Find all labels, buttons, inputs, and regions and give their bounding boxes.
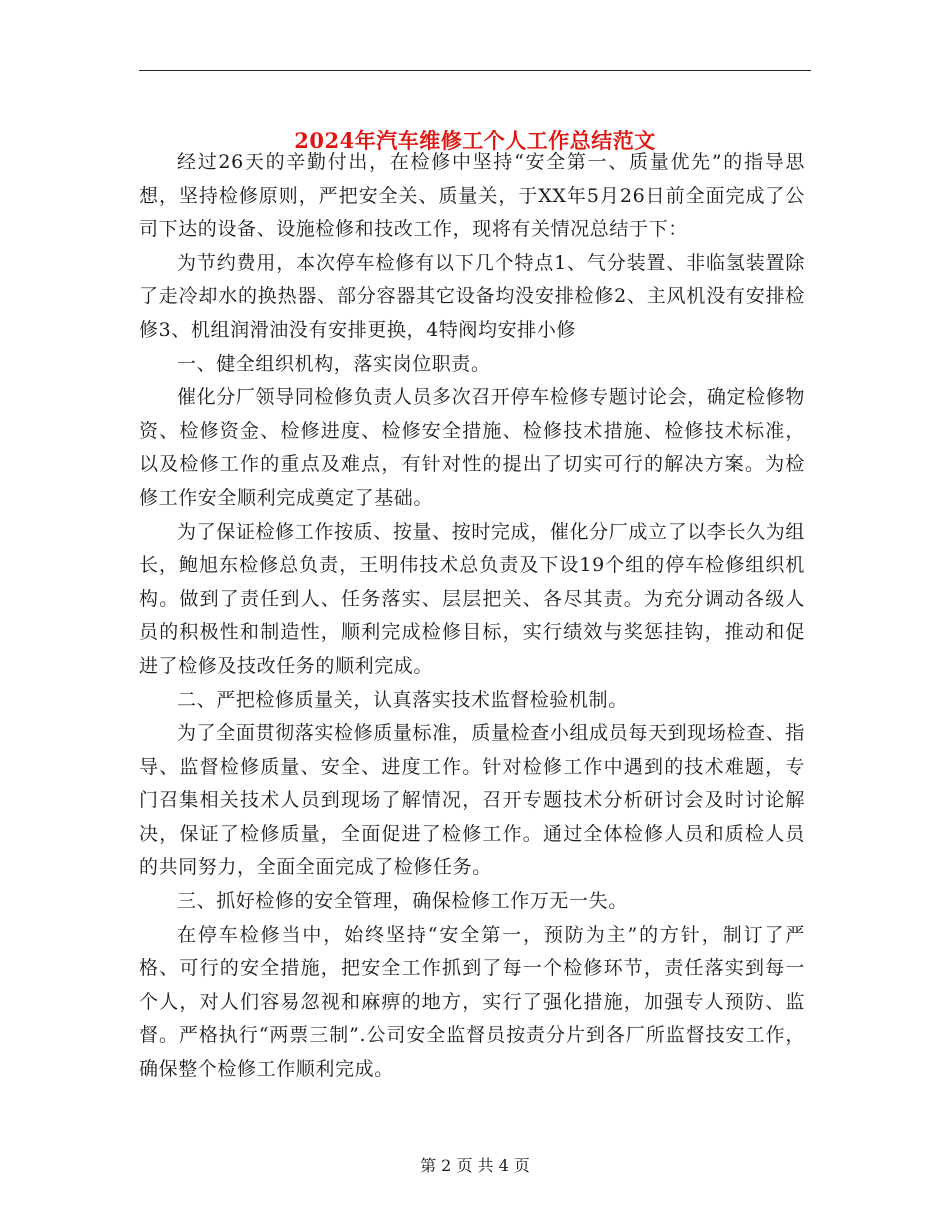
page-number-footer: 第 2 页 共 4 页 (420, 1156, 530, 1175)
paragraph-safety: 在停车检修当中，始终坚持“安全第一，预防为主”的方针，制订了严格、可行的安全措施，把安全工作抓到了每一个检修环节，责任落实到每一个人，对人们容易忽视和麻痹的地方，实行了强化措施，加强专人预防、监督。严格执行“两票三制”.公司安全监督员按责分片到各厂所监督技安工作，确保整个检修工作顺利完成。 (139, 923, 805, 1081)
document-title: 2024年汽车维修工个人工作总结范文 (294, 128, 656, 154)
paragraph-organization: 为了保证检修工作按质、按量、按时完成，催化分厂成立了以李长久为组长，鲍旭东检修总负责，王明伟技术总负责及下设19个组的停车检修组织机构。做到了责任到人、任务落实、层层把关、各尽其责。为充分调动各级人员的积极性和制造性，顺利完成检修目标，实行绩效与奖惩挂钩，推动和促进了检修及技改任务的顺利完成。 (139, 520, 805, 677)
section-heading-1: 一、健全组织机构，落实岗位职责。 (177, 352, 491, 375)
header-rule (139, 70, 811, 71)
section-heading-3: 三、抓好检修的安全管理，确保检修工作万无一失。 (177, 890, 628, 913)
paragraph-meetings: 催化分厂领导同检修负责人员多次召开停车检修专题讨论会，确定检修物资、检修资金、检修进度、检修安全措施、检修技术措施、检修技术标准，以及检修工作的重点及难点，有针对性的提出了切实可行的解决方案。为检修工作安全顺利完成奠定了基础。 (139, 386, 805, 509)
document-body (139, 146, 805, 1087)
section-heading-2: 二、严把检修质量关，认真落实技术监督检验机制。 (177, 688, 628, 711)
paragraph-features: 为节约费用，本次停车检修有以下几个特点1、气分装置、非临氢装置除了走冷却水的换热器、部分容器其它设备均没安排检修2、主风机没有安排检修3、机组润滑油没有安排更换，4特阀均安排小修 (139, 251, 805, 341)
paragraph-intro: 经过26天的辛勤付出，在检修中坚持“安全第一、质量优先”的指导思想，坚持检修原则，严把安全关、质量关，于XX年5月26日前全面完成了公司下达的设备、设施检修和技改工作，现将有关情况总结于下： (139, 151, 805, 241)
paragraph-quality: 为了全面贯彻落实检修质量标准，质量检查小组成员每天到现场检查、指导、监督检修质量、安全、进度工作。针对检修工作中遇到的技术难题，专门召集相关技术人员到现场了解情况，召开专题技术分析研讨会及时讨论解决，保证了检修质量，全面促进了检修工作。通过全体检修人员和质检人员的共同努力，全面全面完成了检修任务。 (139, 722, 805, 879)
